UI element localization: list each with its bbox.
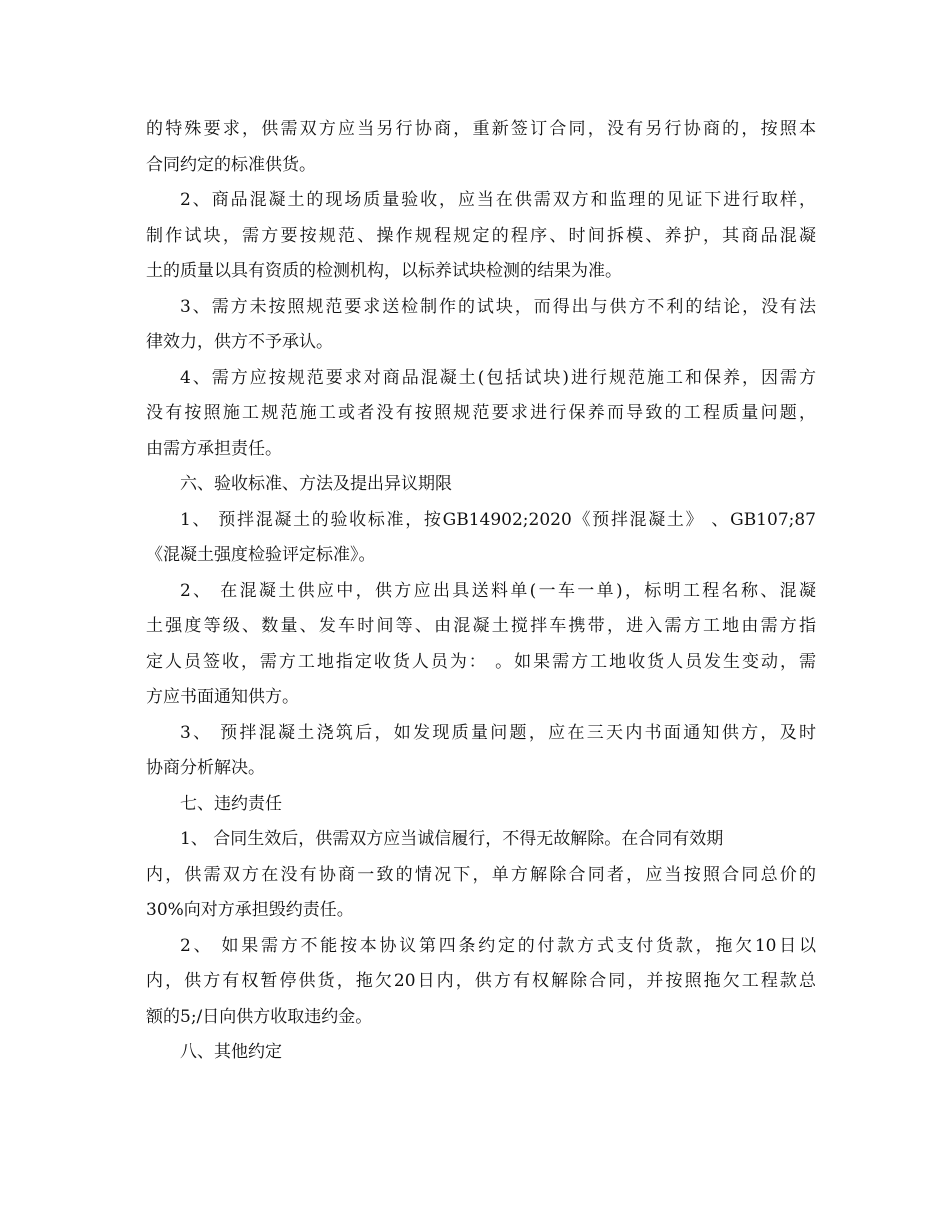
line-07: 律效力，供方不予承认。: [146, 332, 333, 352]
section-heading-8: 八、其他约定: [180, 1042, 282, 1062]
line-18: 3、 预拌混凝土浇筑后，如发现质量问题，应在三天内书面通知供方，及时: [180, 722, 816, 743]
line-01: 的特殊要求，供需双方应当另行协商，重新签订合同，没有另行协商的，按照本: [146, 119, 816, 139]
line-09: 没有按照施工规范施工或者没有按照规范要求进行保养而导致的工程质量问题，: [146, 403, 816, 423]
section-heading-6: 六、验收标准、方法及提出异议期限: [180, 474, 452, 494]
line-25: 内，供方有权暂停供货，拖欠20日内，供方有权解除合同，并按照拖欠工程款总: [146, 971, 816, 991]
line-21: 1、 合同生效后，供需双方应当诚信履行，不得无故解除。在合同有效期: [180, 829, 724, 849]
line-15: 土强度等级、数量、发车时间等、由混凝土搅拌车携带，进入需方工地由需方指: [146, 616, 816, 636]
line-06: 3、需方未按照规范要求送检制作的试块，而得出与供方不利的结论，没有法: [180, 296, 816, 317]
line-16: 定人员签收，需方工地指定收货人员为： 。如果需方工地收货人员发生变动，需: [146, 651, 816, 672]
line-22: 内，供需双方在没有协商一致的情况下，单方解除合同者，应当按照合同总价的: [146, 864, 816, 885]
line-02: 合同约定的标准供货。: [146, 154, 316, 175]
line-08: 4、需方应按规范要求对商品混凝土(包括试块)进行规范施工和保养，因需方: [180, 367, 816, 388]
line-24: 2、 如果需方不能按本协议第四条约定的付款方式支付货款，拖欠10日以: [180, 935, 816, 956]
line-26: 额的5;/日向供方收取违约金。: [146, 1006, 373, 1027]
line-19: 协商分析解决。: [146, 758, 265, 778]
line-23: 30%向对方承担毁约责任。: [146, 900, 354, 920]
line-03: 2、商品混凝土的现场质量验收，应当在供需双方和监理的见证下进行取样，: [180, 190, 816, 210]
document-body: [146, 112, 816, 1071]
line-04: 制作试块，需方要按规范、操作规程规定的程序、时间拆模、养护，其商品混凝: [146, 225, 816, 246]
line-13: 《混凝土强度检验评定标准》。: [146, 545, 376, 565]
line-14: 2、 在混凝土供应中，供方应出具送料单(一车一单)，标明工程名称、混凝: [180, 580, 816, 601]
line-17: 方应书面通知供方。: [146, 687, 299, 707]
line-10: 由需方承担责任。: [146, 438, 282, 459]
section-heading-7: 七、违约责任: [180, 793, 282, 814]
line-05: 土的质量以具有资质的检测机构，以标养试块检测的结果为准。: [146, 261, 622, 281]
line-12: 1、 预拌混凝土的验收标准，按GB14902;2020《预拌混凝土》 、GB107;87: [180, 509, 816, 530]
